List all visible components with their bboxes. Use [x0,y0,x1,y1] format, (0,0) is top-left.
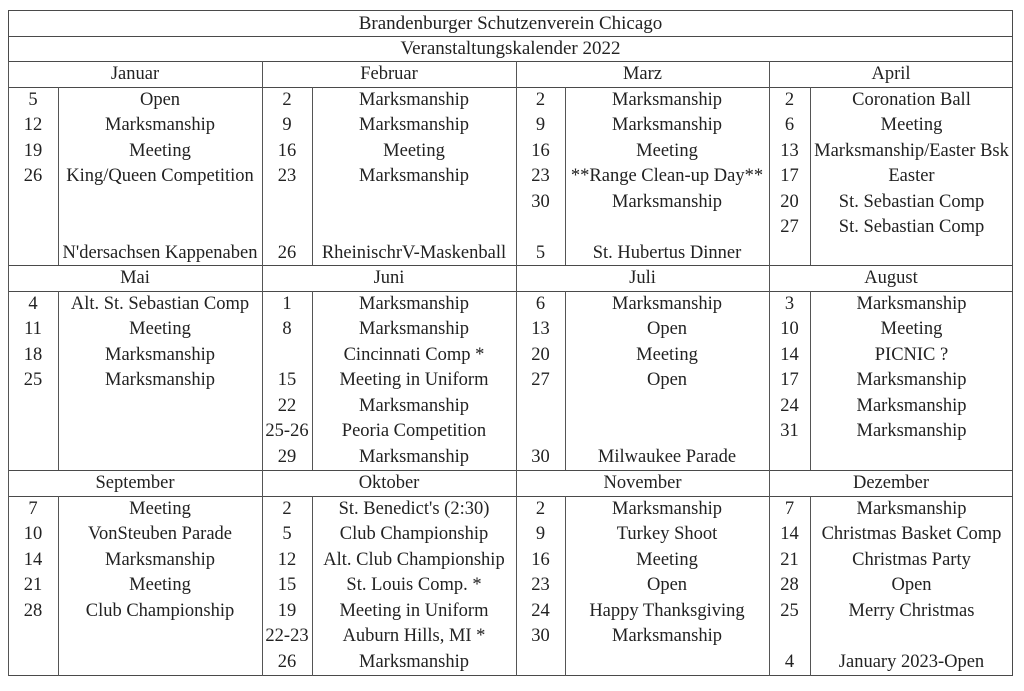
event-date: 21 [23,575,43,595]
event-date: 16 [531,549,550,570]
event-date: 28 [23,600,43,621]
event-name: Meeting [383,140,445,161]
event-date: 28 [780,575,799,595]
event-date: 24 [531,600,550,621]
event-date: 30 [531,191,550,212]
event-name: Open [646,370,688,390]
event-date: 3 [784,293,795,314]
event-name: Alt. Club Championship [323,549,505,570]
event-date: 17 [780,370,799,390]
event-name: St. Louis Comp. * [346,575,482,595]
month-header: November [603,473,682,493]
month-header: Oktober [358,473,420,493]
event-date: 6 [784,115,795,135]
event-name: St. Benedict's (2:30) [338,498,490,519]
event-date: 5 [535,242,546,263]
event-name: Marksmanship [105,115,215,135]
event-name: King/Queen Competition [66,166,254,186]
event-date: 24 [780,395,799,416]
event-name: Marksmanship [105,344,215,365]
event-name: Marksmanship [856,395,967,416]
month-header: Juli [629,268,656,288]
event-date: 20 [780,191,799,212]
event-date: 14 [23,549,43,570]
event-date: 11 [24,319,42,339]
event-date: 22-23 [265,626,309,646]
event-date: 26 [23,166,43,186]
event-name: Meeting [636,140,698,161]
calendar-title: Veranstaltungskalender 2022 [400,38,621,59]
event-date: 2 [535,498,546,519]
event-name: Marksmanship [612,89,722,110]
event-date: 20 [531,344,550,365]
event-name: Meeting [129,140,191,161]
event-name: January 2023-Open [838,651,985,672]
event-name: Open [646,575,688,595]
event-date: 7 [784,498,795,519]
event-name: Open [646,319,688,339]
event-name: Marksmanship [359,651,469,672]
event-name: Marksmanship [359,166,469,186]
event-date: 27 [531,370,550,390]
event-name: Marksmanship [612,191,722,212]
event-date: 29 [277,446,297,467]
event-name: Meeting [880,319,943,339]
event-name: St. Sebastian Comp [838,217,985,237]
event-name: PICNIC ? [874,344,949,365]
event-name: Christmas Party [852,549,971,570]
event-date: 2 [282,89,292,110]
event-date: 2 [784,89,795,110]
event-name: Meeting [129,319,191,339]
month-header: April [871,64,911,84]
month-header: Juni [373,268,405,288]
event-name: Club Championship [85,600,235,621]
event-name: Marksmanship [359,115,469,135]
event-date: 21 [780,549,799,570]
month-header: Dezember [852,473,929,493]
event-name: Open [891,575,932,595]
event-name: Auburn Hills, MI * [342,626,486,646]
event-date: 10 [23,524,43,544]
event-name: Merry Christmas [848,600,975,621]
event-date: 17 [780,166,799,186]
event-date: 31 [780,421,799,441]
event-date: 26 [277,651,297,672]
event-name: VonSteuben Parade [87,524,233,544]
event-date: 13 [780,140,799,161]
month-header: Mai [120,268,150,288]
event-date: 23 [531,575,550,595]
club-title: Brandenburger Schutzenverein Chicago [358,13,663,34]
event-date: 25-26 [265,421,309,441]
event-name: Marksmanship [612,626,722,646]
event-date: 6 [535,293,546,314]
event-name: Meeting [636,549,698,570]
event-date: 16 [277,140,297,161]
event-date: 14 [780,524,799,544]
event-name: Coronation Ball [852,89,971,110]
event-date: 8 [282,319,292,339]
event-date: 13 [531,319,550,339]
event-date: 7 [28,498,38,519]
event-name: Marksmanship [856,293,967,314]
month-header: Januar [110,64,160,84]
event-date: 18 [23,344,43,365]
event-name: Marksmanship [359,319,469,339]
month-header: August [864,268,918,288]
event-name: Marksmanship [359,395,469,416]
month-header: Marz [622,64,663,84]
event-name: Club Championship [339,524,489,544]
event-date: 30 [531,626,550,646]
event-date: 27 [780,217,799,237]
event-name: Marksmanship [856,498,967,519]
event-name: **Range Clean-up Day** [570,166,764,186]
event-date: 1 [282,293,292,314]
event-name: St. Hubertus Dinner [592,242,742,263]
event-name: N'dersachsen Kappenaben [62,242,258,263]
event-name: RheinischrV-Maskenball [321,242,507,263]
event-date: 15 [277,370,297,390]
event-date: 12 [277,549,297,570]
event-date: 2 [535,89,546,110]
event-date: 12 [23,115,43,135]
event-name: Marksmanship [856,370,967,390]
event-date: 16 [531,140,550,161]
event-name: Marksmanship [359,446,469,467]
event-date: 14 [780,344,799,365]
event-date: 9 [535,524,546,544]
event-date: 30 [531,446,550,467]
event-name: Meeting in Uniform [339,600,489,621]
event-name: Easter [888,166,935,186]
event-name: Marksmanship [359,89,469,110]
event-date: 25 [780,600,799,621]
event-date: 5 [282,524,292,544]
event-name: Marksmanship [856,421,967,441]
event-name: Marksmanship/Easter Bsk [814,140,1009,161]
event-name: Marksmanship [612,115,722,135]
event-date: 4 [28,293,38,314]
event-name: Meeting [129,575,191,595]
event-name: Meeting [636,344,698,365]
event-date: 22 [277,395,297,416]
event-name: Peoria Competition [341,421,487,441]
event-name: Meeting in Uniform [339,370,489,390]
event-name: Turkey Shoot [616,524,718,544]
event-name: Meeting [129,498,191,519]
event-date: 19 [277,600,297,621]
event-name: St. Sebastian Comp [838,191,985,212]
event-date: 26 [277,242,297,263]
event-date: 2 [282,498,292,519]
event-name: Cincinnati Comp * [343,344,485,365]
event-name: Marksmanship [612,293,722,314]
event-date: 19 [23,140,43,161]
event-date: 9 [535,115,546,135]
month-header: September [95,473,175,493]
event-date: 15 [277,575,297,595]
event-name: Marksmanship [359,293,469,314]
event-name: Happy Thanksgiving [589,600,745,621]
event-date: 23 [277,166,297,186]
event-date: 5 [28,89,38,110]
grid-line [8,36,1013,37]
event-name: Milwaukee Parade [597,446,737,467]
event-name: Marksmanship [612,498,722,519]
event-date: 23 [531,166,550,186]
event-date: 10 [780,319,799,339]
event-date: 9 [282,115,292,135]
event-name: Marksmanship [105,549,215,570]
event-date: 4 [784,651,795,672]
event-name: Open [139,89,181,110]
event-name: Marksmanship [105,370,215,390]
event-date: 25 [23,370,43,390]
event-name: Alt. St. Sebastian Comp [70,293,250,314]
month-header: Februar [360,64,418,84]
event-name: Christmas Basket Comp [821,524,1002,544]
event-name: Meeting [880,115,943,135]
